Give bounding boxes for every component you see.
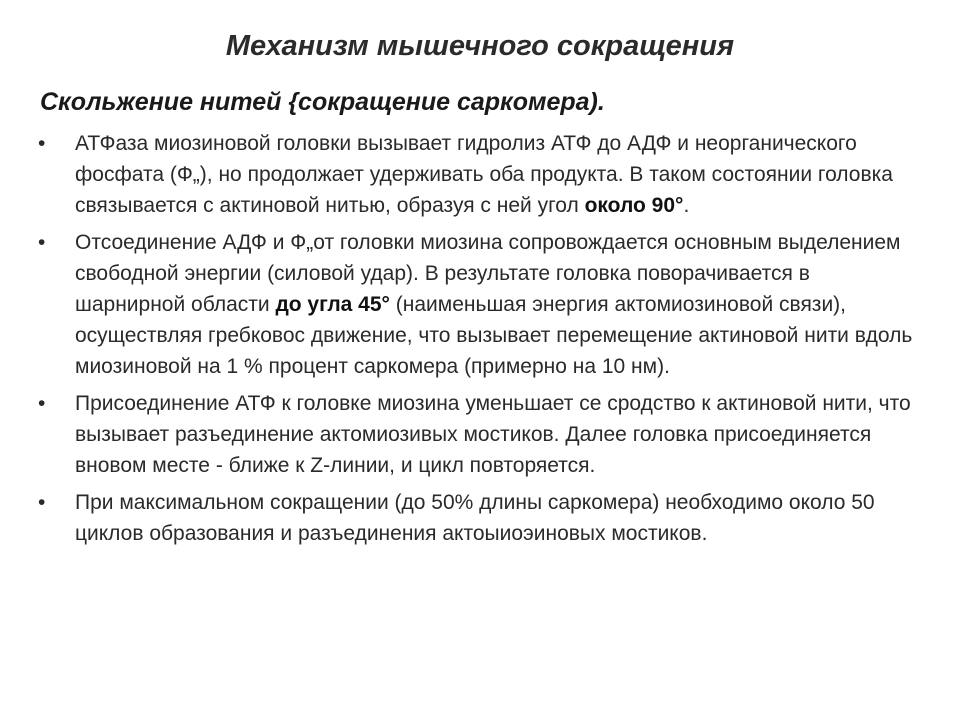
bullet-item-4 (28, 487, 918, 549)
bullet-list (28, 128, 918, 555)
bullet-dot: • (38, 132, 46, 155)
bullet-item-1 (28, 128, 918, 221)
bullet-item-3 (28, 388, 918, 481)
bullet-dot: • (38, 231, 46, 254)
bullet-text: Присоединение АТФ к головке миозина уменьшает се сродство к актиновой нити, что вызывает разъединение актомиозивых мостиков. Далее головка присоединяется вновом месте - ближе к Z-линии, и цикл повторяется. (75, 392, 911, 477)
bullet-text: АТФаза миозиновой головки вызывает гидролиз АТФ до АДФ и неорганического фосфата (Ф„), но продолжает удерживать оба продукта. В таком состоянии головка связывается с актиновой нитью, образуя с ней угол (75, 132, 893, 217)
bullet-text-end: (наименьшая энергия актомиозиновой связи), осуществляя гребковос движение, что вызывает перемещение актиновой нити вдоль миозиновой на 1 % процент саркомера (примерно на 10 нм). (75, 293, 913, 378)
bullet-item-2 (28, 227, 918, 382)
bullet-text-end: . (683, 194, 690, 217)
bullet-bold-text: до угла 45° (275, 293, 390, 316)
bullet-dot: • (38, 392, 46, 415)
bullet-dot: • (38, 491, 46, 514)
bullet-text: При максимальном сокращении (до 50% длины саркомера) необходимо около 50 циклов образования и разъединения актоыиоэиновых мостиков. (75, 491, 875, 545)
bullet-text: Отсоединение АДФ и Ф„от головки миозина сопровождается основным выделением свободной энергии (силовой удар). В результате головка поворачивается в шарнирной области (75, 231, 901, 316)
slide-subtitle: Скольжение нитей {сокращение саркомера). (40, 88, 605, 116)
slide-title: Механизм мышечного сокращения (225, 30, 735, 62)
bullet-bold-text: около 90° (584, 194, 684, 217)
